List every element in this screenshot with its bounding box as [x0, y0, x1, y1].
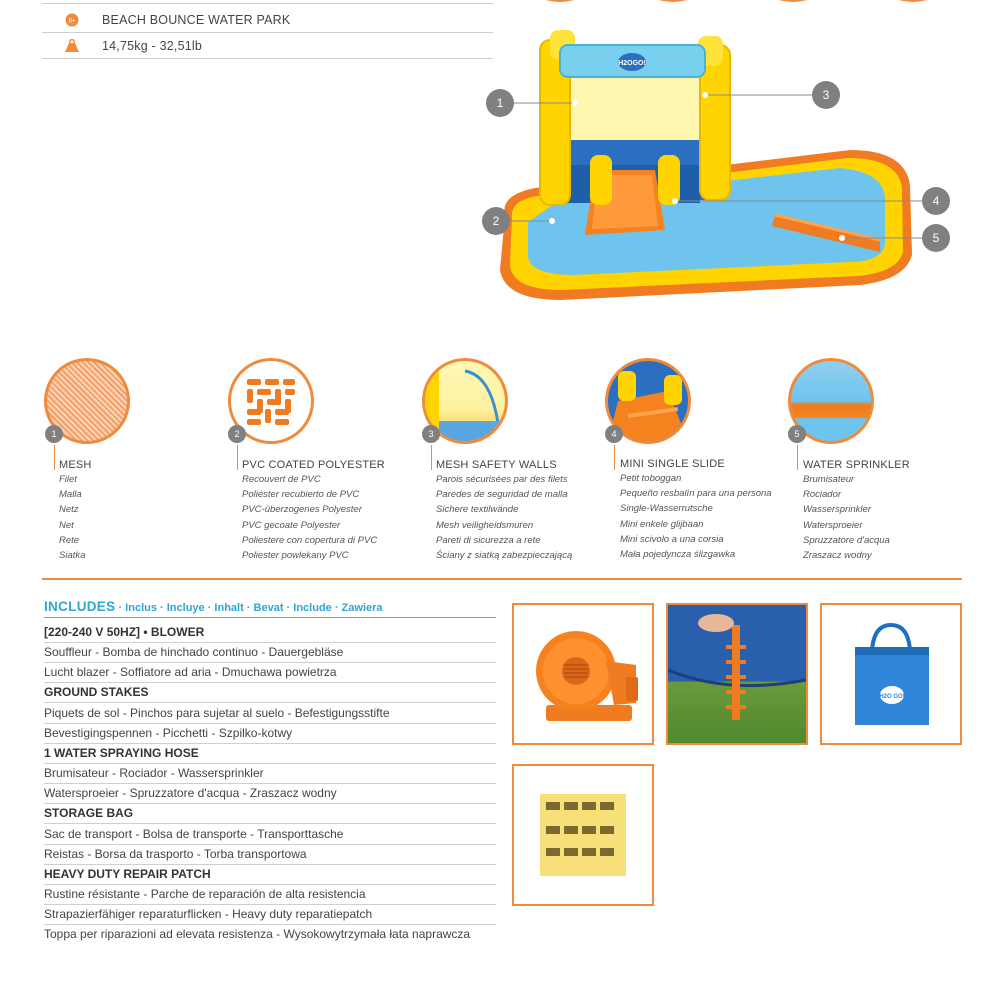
feature-title: MESH [59, 459, 92, 471]
feature-title: WATER SPRINKLER [803, 459, 910, 471]
bag-icon [822, 605, 960, 743]
feature-title: MINI SINGLE SLIDE [620, 458, 725, 470]
feature-translations: Brumisateur Rociador Wassersprinkler Watersproeier Spruzzatore d'acqua Zraszacz wodny [803, 474, 890, 562]
include-row: Toppa per riparazioni ad elevata resistenza - Wysokowytrzymała łata naprawcza [44, 927, 471, 941]
include-row: GROUND STAKES [44, 682, 496, 703]
feature-number: 2 [228, 425, 246, 443]
repair-patch-icon [514, 766, 652, 904]
include-row: Brumisateur - Rociador - Wassersprinkler [44, 763, 496, 784]
product-name: BEACH BOUNCE WATER PARK [102, 12, 291, 27]
include-row: HEAVY DUTY REPAIR PATCH [44, 864, 496, 885]
top-icon-bubble [527, 0, 593, 2]
age-icon-label: 6+ [68, 18, 76, 24]
include-row: STORAGE BAG [44, 803, 496, 824]
include-row: Piquets de sol - Pinchos para sujetar al suelo - Befestigungsstifte [44, 703, 496, 724]
feature-number: 4 [605, 425, 623, 443]
feature-number: 1 [45, 425, 63, 443]
includes-heading [44, 599, 383, 614]
include-row: [220-240 V 50HZ] • BLOWER [44, 622, 496, 643]
include-row: Sac de transport - Bolsa de transporte - Transporttasche [44, 824, 496, 845]
product-image [480, 30, 970, 320]
top-icon-bubble [640, 0, 706, 2]
include-row: Lucht blazer - Soffiatore ad aria - Dmuchawa powietrza [44, 662, 496, 683]
bag-logo: H2O GO! [879, 694, 905, 700]
weight-icon [42, 39, 102, 52]
top-icon-bubble [880, 0, 946, 2]
feature-number: 3 [422, 425, 440, 443]
section-divider [42, 578, 962, 580]
include-row: Souffleur - Bomba de hinchado continuo - Dauergebläse [44, 642, 496, 663]
feature-translations: Recouvert de PVC Poliéster recubierto de PVC PVC-überzogenes Polyester PVC gecoate Polyester Poliestere con copertura di PVC Poliester powlekany PVC [242, 474, 378, 562]
feature-line [614, 445, 615, 470]
include-row: Bevestigingspennen - Picchetti - Szpilko-kotwy [44, 723, 496, 744]
feature-title: PVC COATED POLYESTER [242, 459, 385, 471]
include-row: Rustine résistante - Parche de reparación de alta resistencia [44, 884, 496, 905]
stake-icon [668, 605, 806, 743]
include-row: Strapazierfähiger reparaturflicken - Heavy duty reparatiepatch [44, 904, 496, 925]
product-logo: H2OGO! [618, 60, 646, 67]
product-weight: 14,75kg - 32,51lb [102, 38, 203, 53]
feature-translations: Petit toboggan Pequeño resbalín para una persona Single-Wasserrutsche Mini enkele glijbaan Mini scivolo a una corsia Mała pojedyncza ślizgawka [620, 473, 772, 561]
blower-icon [514, 605, 652, 743]
include-row: Watersproeier - Spruzzatore d'acqua - Zraszacz wodny [44, 783, 496, 804]
spec-row-name [42, 7, 493, 33]
includes-rule [44, 617, 496, 618]
include-row: Reistas - Borsa da trasporto - Torba transportowa [44, 844, 496, 865]
include-row: 1 WATER SPRAYING HOSE [44, 743, 496, 764]
feature-line [431, 445, 432, 470]
accessory-blower [512, 603, 654, 745]
callout-3: 3 [812, 81, 840, 109]
spec-row-weight [42, 33, 493, 59]
feature-line [54, 445, 55, 470]
top-divider [42, 3, 493, 4]
callout-5: 5 [922, 224, 950, 252]
callout-1: 1 [486, 89, 514, 117]
callout-2: 2 [482, 207, 510, 235]
includes-title: INCLUDES [44, 599, 116, 614]
feature-line [797, 445, 798, 470]
age-icon [42, 13, 102, 27]
feature-translations: Parois sécurisées par des filets Paredes de seguridad de malla Sichere textilwände Mesh veiligheidsmuren Pareti di sicurezza a rete Ściany z siatką zabezpieczającą [436, 474, 573, 562]
feature-number: 5 [788, 425, 806, 443]
feature-title: MESH SAFETY WALLS [436, 459, 557, 471]
accessory-bag [820, 603, 962, 745]
accessory-repair-patch [512, 764, 654, 906]
callout-4: 4 [922, 187, 950, 215]
feature-translations: Filet Malla Netz Net Rete Siatka [59, 474, 86, 562]
feature-line [237, 445, 238, 470]
accessory-stakes [666, 603, 808, 745]
top-icon-bubble [760, 0, 826, 2]
includes-subtitle: · Inclus · Incluye · Inhalt · Bevat · Include · Zawiera [115, 602, 383, 614]
